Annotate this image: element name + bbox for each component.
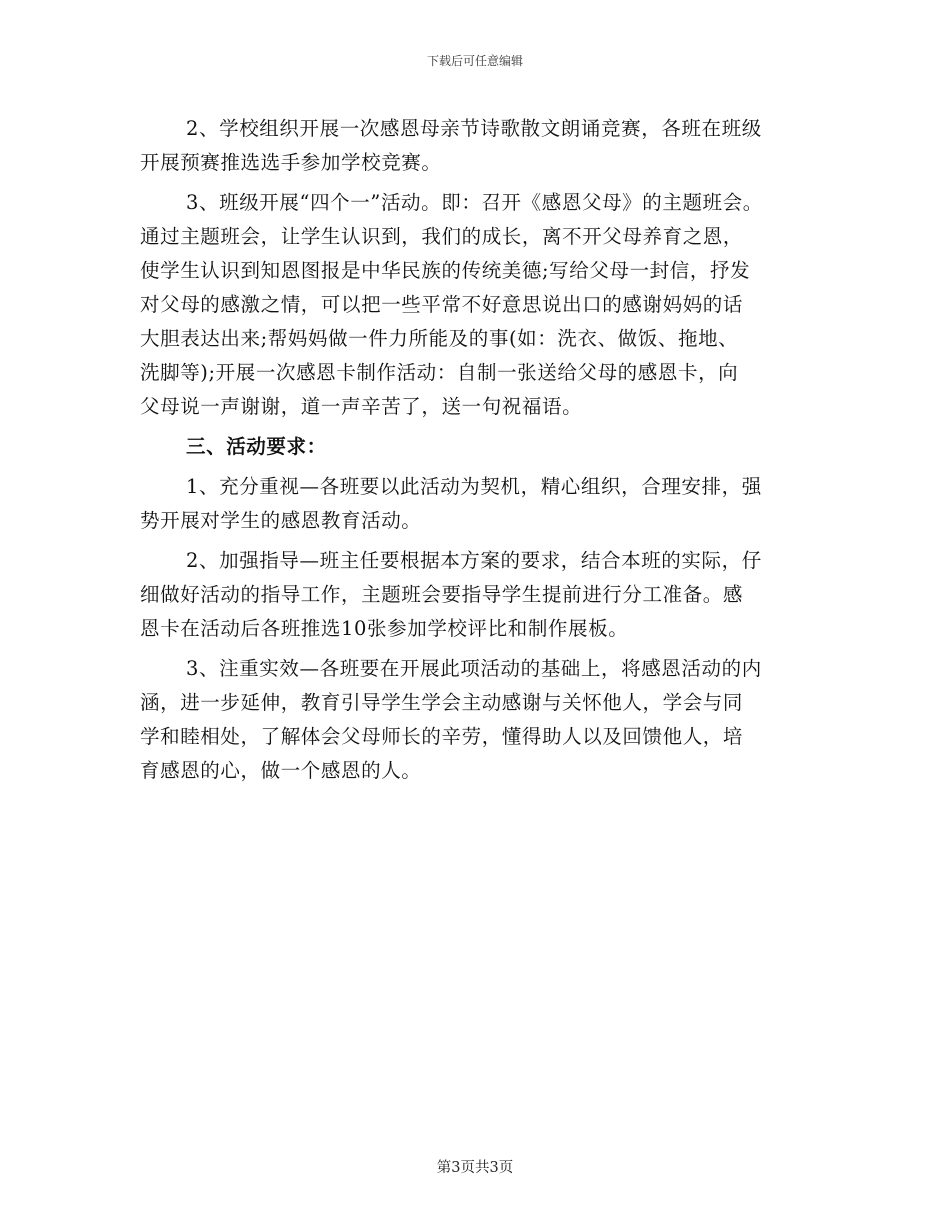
paragraph-line: 细做好活动的指导工作，主题班会要指导学生提前进行分工准备。感 <box>140 583 744 606</box>
paragraph-line: 育感恩的心，做一个感恩的人。 <box>140 759 422 782</box>
document-body <box>140 112 810 788</box>
paragraph-line: 3、班级开展“四个一”活动。即：召开《感恩父母》的主题班会。 <box>186 191 763 214</box>
paragraph-line: 通过主题班会，让学生认识到，我们的成长，离不开父母养育之恩， <box>140 225 744 248</box>
paragraph-line: 2、学校组织开展一次感恩母亲节诗歌散文朗诵竞赛，各班在班级 <box>186 117 762 140</box>
page-header: 下载后可任意编辑 <box>426 54 523 68</box>
paragraph-line: 学和睦相处，了解体会父母师长的辛劳，懂得助人以及回馈他人，培 <box>140 725 744 748</box>
paragraph-line: 2、加强指导—班主任要根据本方案的要求，结合本班的实际，仔 <box>186 549 762 572</box>
paragraph-line: 父母说一声谢谢，道一声辛苦了，送一句祝福语。 <box>140 395 583 418</box>
page-number: 第3页共3页 <box>436 1160 514 1176</box>
paragraph-line: 1、充分重视—各班要以此活动为契机，精心组织，合理安排，强 <box>186 475 762 498</box>
paragraph-line: 3、注重实效—各班要在开展此项活动的基础上，将感恩活动的内 <box>186 657 762 680</box>
paragraph-line: 势开展对学生的感恩教育活动。 <box>140 509 422 532</box>
paragraph-line: 对父母的感激之情，可以把一些平常不好意思说出口的感谢妈妈的话 <box>140 293 744 316</box>
paragraph-line: 大胆表达出来;帮妈妈做一件力所能及的事(如：洗衣、做饭、拖地、 <box>140 327 739 350</box>
paragraph-line: 恩卡在活动后各班推选10张参加学校评比和制作展板。 <box>140 617 629 640</box>
paragraph-line: 使学生认识到知恩图报是中华民族的传统美德;写给父母一封信，抒发 <box>140 259 751 282</box>
paragraph-line: 开展预赛推选选手参加学校竞赛。 <box>140 151 442 174</box>
section-heading: 三、活动要求： <box>186 435 327 458</box>
paragraph-line: 洗脚等);开展一次感恩卡制作活动：自制一张送给父母的感恩卡，向 <box>140 361 739 384</box>
paragraph-line: 涵，进一步延伸，教育引导学生学会主动感谢与关怀他人，学会与同 <box>140 691 744 714</box>
